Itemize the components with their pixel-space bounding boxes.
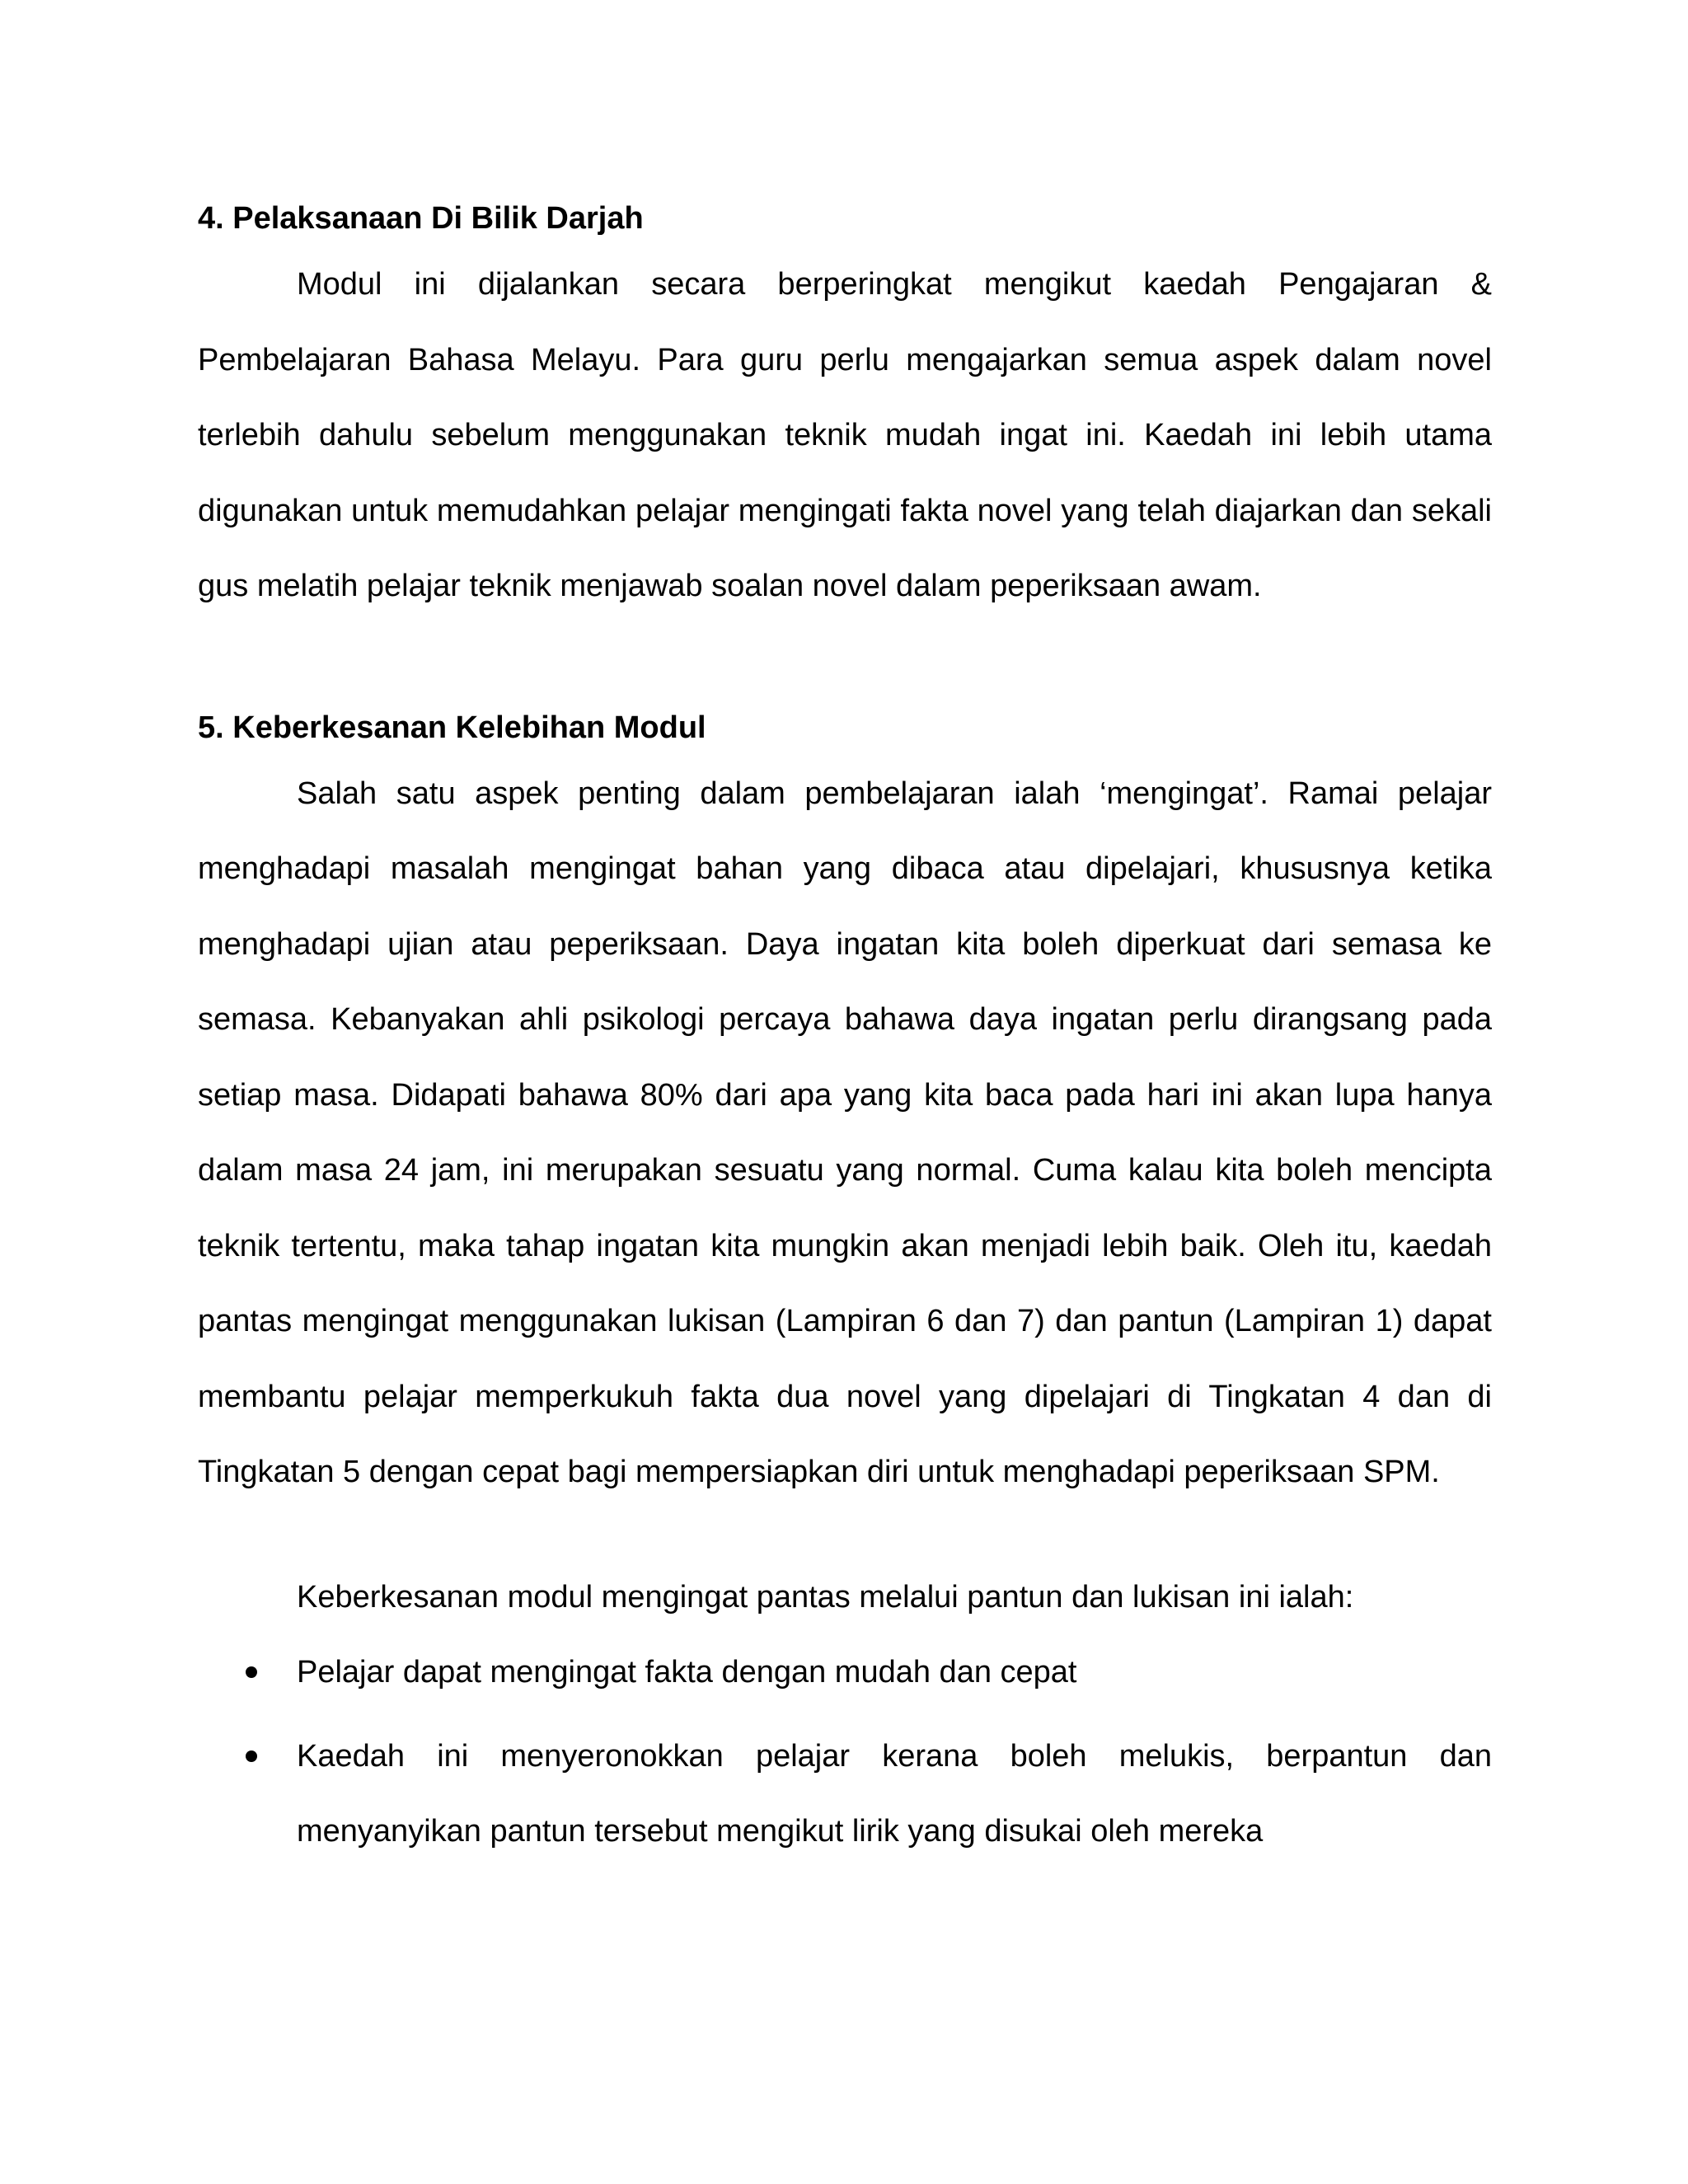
list-item-text: Kaedah ini menyeronokkan pelajar kerana boleh melukis, berpantun dan menyanyikan pantun tersebut mengikut lirik yang disukai oleh mereka <box>297 1738 1492 1849</box>
section-4-paragraph: Modul ini dijalankan secara berperingkat mengikut kaedah Pengajaran & Pembelajaran Bahasa Melayu. Para guru perlu mengajarkan semua aspek dalam novel terlebih dahulu sebelum menggunakan teknik mudah ingat ini. Kaedah ini lebih utama digunakan untuk memudahkan pelajar mengingati fakta novel yang telah diajarkan dan sekali gus melatih pelajar teknik menjawab soalan novel dalam peperiksaan awam. <box>198 267 1492 603</box>
bullet-icon <box>246 1750 257 1762</box>
section-5-paragraph: Salah satu aspek penting dalam pembelajaran ialah ‘mengingat’. Ramai pelajar menghadapi masalah mengingat bahan yang dibaca atau dipelajari, khususnya ketika menghadapi ujian atau peperiksaan. Daya ingatan kita boleh diperkuat dari semasa ke semasa. Kebanyakan ahli psikologi percaya bahawa daya ingatan perlu dirangsang pada setiap masa. Didapati bahawa 80% dari apa yang kita baca pada hari ini akan lupa hanya dalam masa 24 jam, ini merupakan sesuatu yang normal. Cuma kalau kita boleh mencipta teknik tertentu, maka tahap ingatan kita mungkin akan menjadi lebih baik. Oleh itu, kaedah pantas mengingat menggunakan lukisan (Lampiran 6 dan 7) dan pantun (Lampiran 1) dapat membantu pelajar memperkukuh fakta dua novel yang dipelajari di Tingkatan 4 dan di Tingkatan 5 dengan cepat bagi mempersiapkan diri untuk menghadapi peperiksaan SPM. <box>198 776 1492 1489</box>
bullet-icon <box>246 1666 257 1678</box>
section-5-heading: 5. Keberkesanan Kelebihan Modul <box>198 710 706 745</box>
list-item <box>198 1719 1492 1870</box>
list-item-text: Pelajar dapat mengingat fakta dengan mudah dan cepat <box>297 1655 1077 1690</box>
section-4-heading: 4. Pelaksanaan Di Bilik Darjah <box>198 201 644 236</box>
paragraph-spacer <box>198 1511 1492 1560</box>
list-item <box>198 1635 1492 1711</box>
section-spacer <box>198 625 1492 699</box>
document-page <box>198 190 1492 1878</box>
section-5-intro: Keberkesanan modul mengingat pantas melalui pantun dan lukisan ini ialah: <box>297 1579 1354 1615</box>
bullet-list <box>198 1635 1492 1870</box>
